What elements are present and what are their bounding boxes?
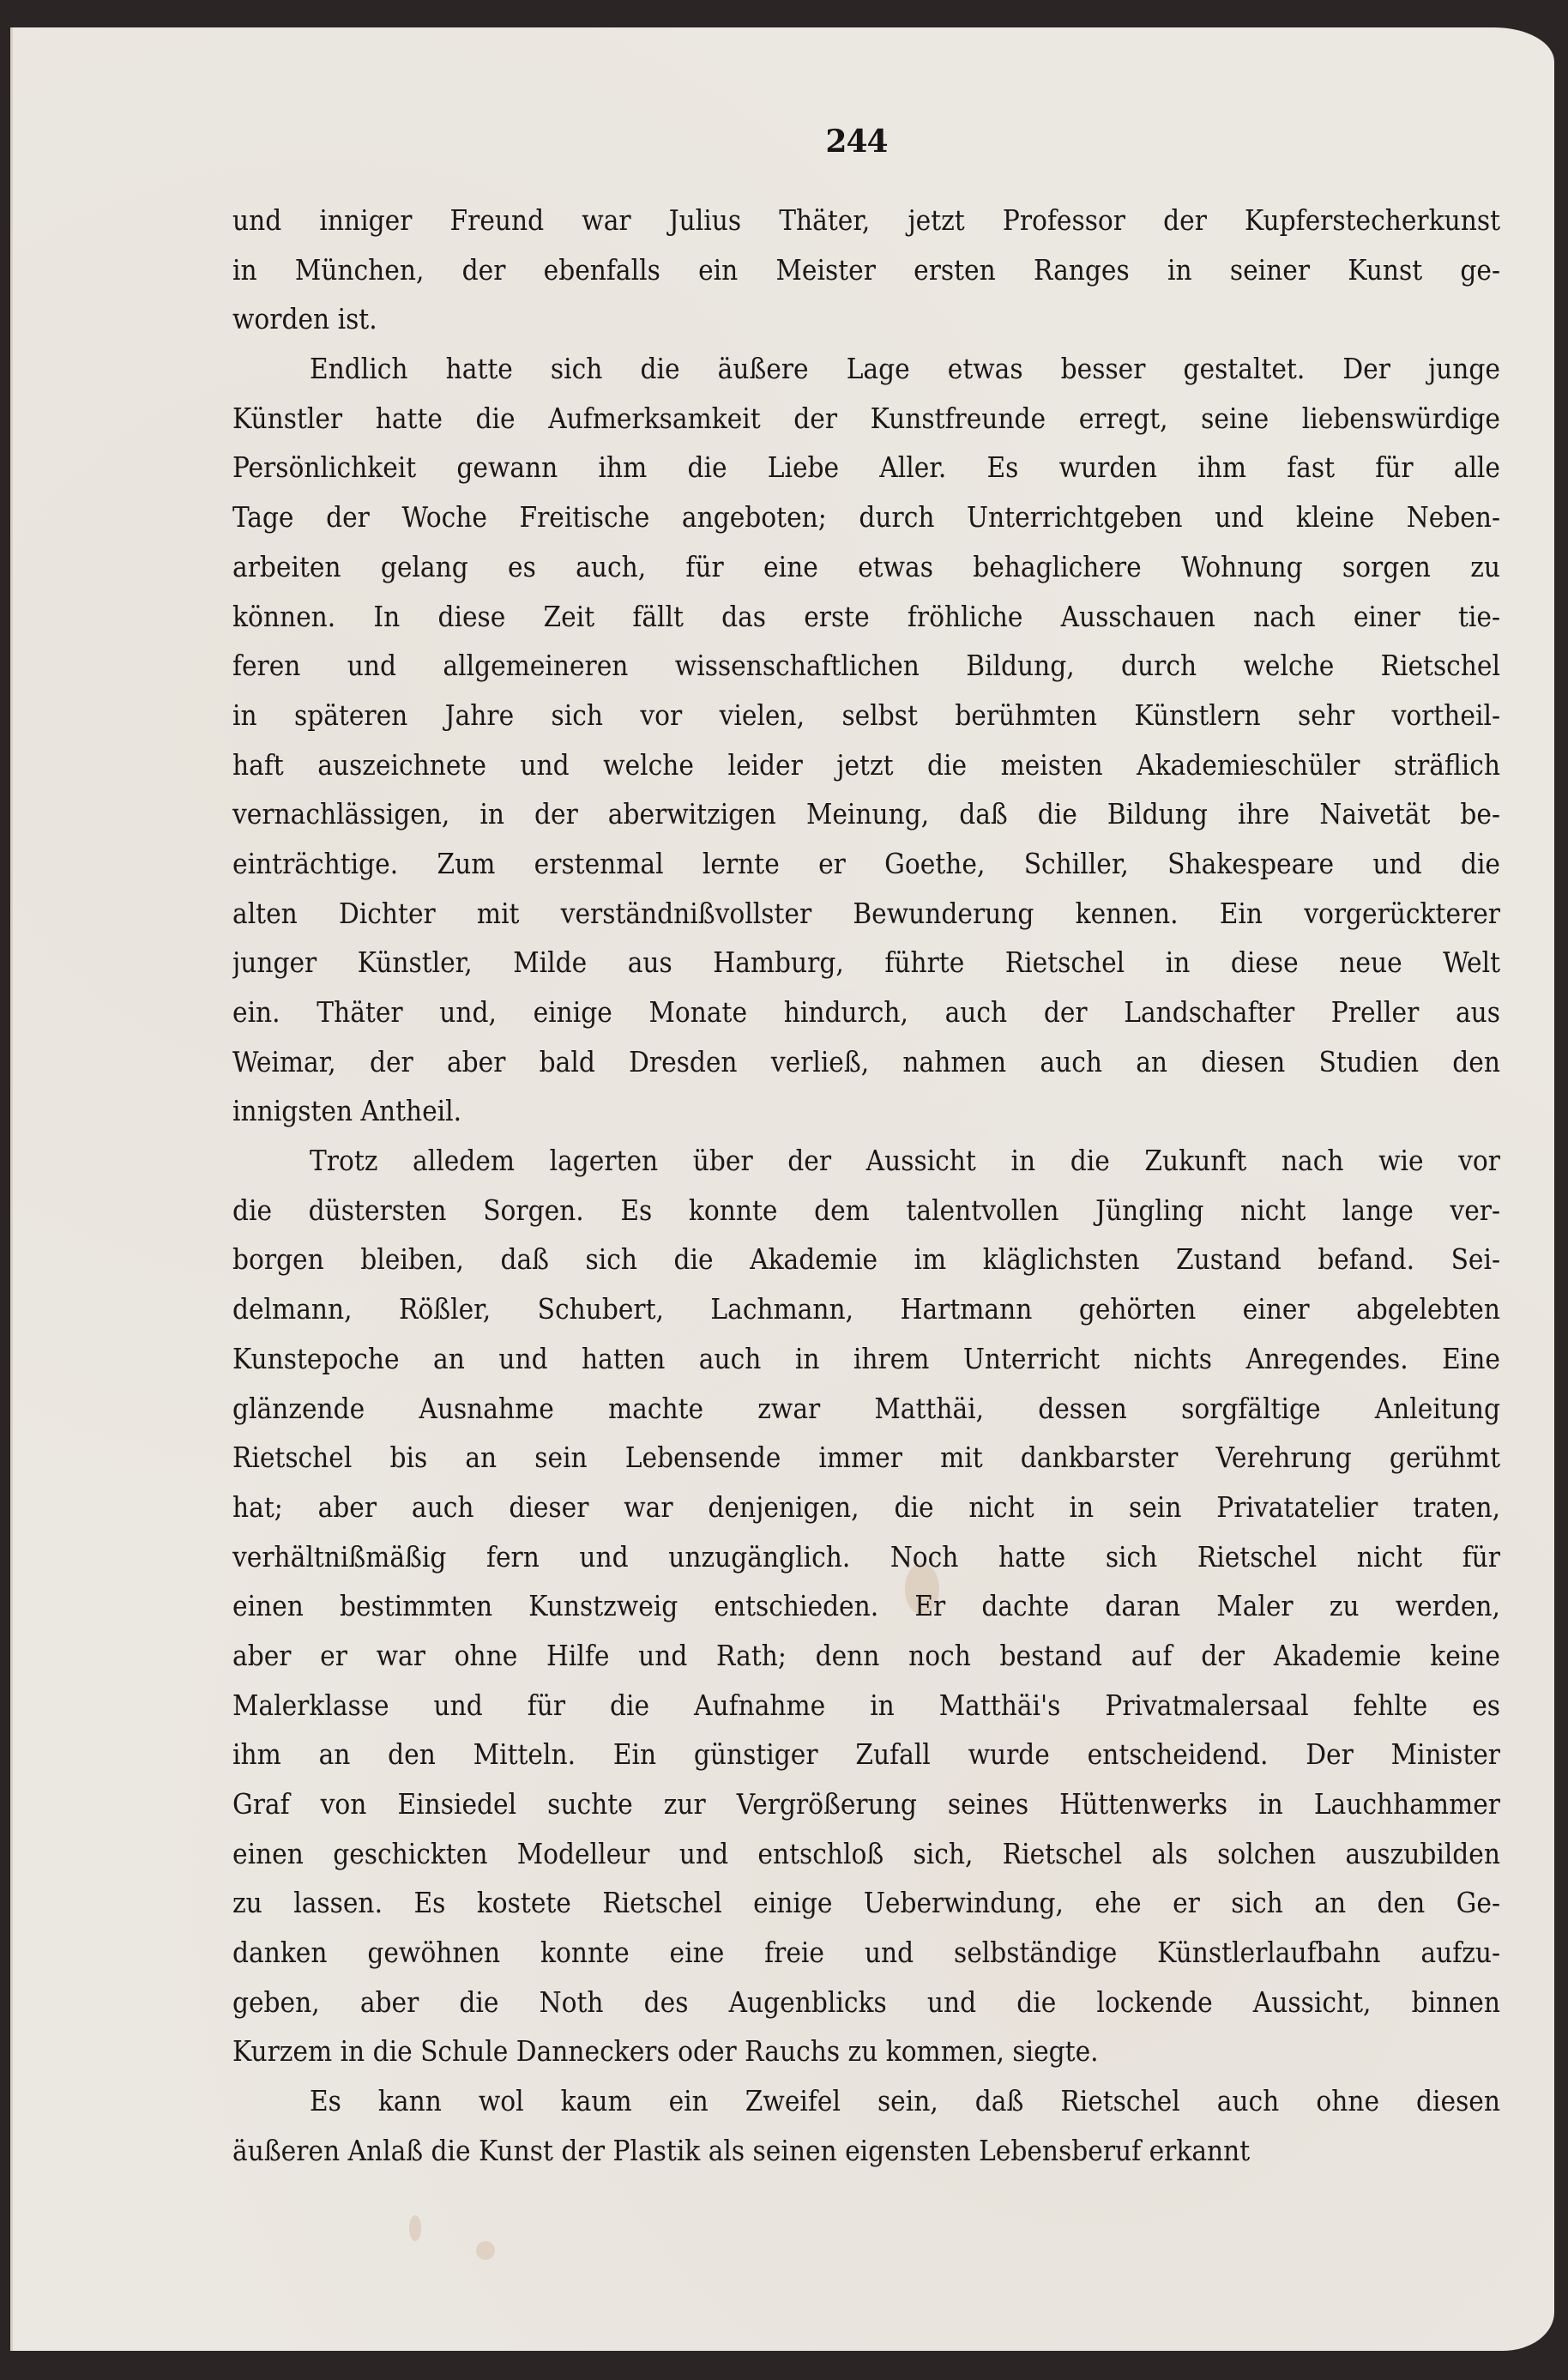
body-text xyxy=(232,196,1500,2176)
text-line: Es kann wol kaum ein Zweifel sein, daß Rietschel auch ohne diesen xyxy=(310,2084,1500,2118)
text-line: borgen bleiben, daß sich die Akademie im kläglichsten Zustand befand. Sei- xyxy=(232,1242,1500,1277)
text-line: glänzende Ausnahme machte zwar Matthäi, dessen sorgfältige Anleitung xyxy=(232,1391,1500,1425)
text-line: danken gewöhnen konnte eine freie und selbständige Künstlerlaufbahn aufzu- xyxy=(232,1936,1500,1970)
paragraph xyxy=(232,196,1500,344)
text-line: geben, aber die Noth des Augenblicks und die lockende Aussicht, binnen xyxy=(232,1984,1500,2019)
text-line: in München, der ebenfalls ein Meister ersten Ranges in seiner Kunst ge- xyxy=(232,252,1500,287)
text-line: Malerklasse und für die Aufnahme in Matthäi's Privatmalersaal fehlte es xyxy=(232,1688,1500,1722)
text-line: Rietschel bis an sein Lebensende immer mit dankbarster Verehrung gerühmt xyxy=(232,1441,1500,1475)
text-line: verhältnißmäßig fern und unzugänglich. Noch hatte sich Rietschel nicht für xyxy=(232,1539,1500,1574)
paragraph xyxy=(232,1136,1500,2076)
book-page xyxy=(10,27,1554,2351)
paragraph xyxy=(232,2076,1500,2175)
text-line: einen bestimmten Kunstzweig entschieden. Er dachte daran Maler zu werden, xyxy=(232,1589,1500,1623)
paper-stain xyxy=(409,2215,421,2241)
text-line: hat; aber auch dieser war denjenigen, die nicht in sein Privatatelier traten, xyxy=(232,1489,1500,1524)
text-line: zu lassen. Es kostete Rietschel einige Ueberwindung, ehe er sich an den Ge- xyxy=(232,1886,1500,1920)
text-line: einen geschickten Modelleur und entschloß sich, Rietschel als solchen auszubilden xyxy=(232,1836,1500,1870)
text-line: innigsten Antheil. xyxy=(232,1094,462,1128)
paper-stain xyxy=(476,2241,495,2260)
text-line: delmann, Rößler, Schubert, Lachmann, Hartmann gehörten einer abgelebten xyxy=(232,1292,1500,1326)
text-line: Künstler hatte die Aufmerksamkeit der Kunstfreunde erregt, seine liebenswürdige xyxy=(232,401,1500,435)
text-line: Persönlichkeit gewann ihm die Liebe Aller. Es wurden ihm fast für alle xyxy=(232,450,1500,485)
text-line: feren und allgemeineren wissenschaftlichen Bildung, durch welche Rietschel xyxy=(232,649,1500,683)
text-line: Tage der Woche Freitische angeboten; durch Unterrichtgeben und kleine Neben- xyxy=(232,500,1500,535)
text-line: Endlich hatte sich die äußere Lage etwas besser gestaltet. Der junge xyxy=(310,352,1500,386)
text-line: alten Dichter mit verständnißvollster Bewunderung kennen. Ein vorgerückterer xyxy=(232,896,1500,930)
paragraph xyxy=(232,344,1500,1136)
text-line: die düstersten Sorgen. Es konnte dem talentvollen Jüngling nicht lange ver- xyxy=(232,1193,1500,1227)
text-line: Weimar, der aber bald Dresden verließ, nahmen auch an diesen Studien den xyxy=(232,1044,1500,1078)
text-line: haft auszeichnete und welche leider jetzt die meisten Akademieschüler sträflich xyxy=(232,747,1500,782)
text-line: Graf von Einsiedel suchte zur Vergrößerung seines Hüttenwerks in Lauchhammer xyxy=(232,1787,1500,1821)
text-line: äußeren Anlaß die Kunst der Plastik als seinen eigensten Lebensberuf erkannt xyxy=(232,2133,1251,2167)
text-line: Trotz alledem lagerten über der Aussicht in die Zukunft nach wie vor xyxy=(310,1144,1500,1178)
text-line: ein. Thäter und, einige Monate hindurch, auch der Landschafter Preller aus xyxy=(232,995,1500,1029)
text-line: und inniger Freund war Julius Thäter, jetzt Professor der Kupferstecherkunst xyxy=(232,203,1500,237)
text-line: Kunstepoche an und hatten auch in ihrem Unterricht nichts Anregendes. Eine xyxy=(232,1341,1500,1375)
page-number: 244 xyxy=(825,124,888,160)
text-line: arbeiten gelang es auch, für eine etwas behaglichere Wohnung sorgen zu xyxy=(232,549,1500,583)
text-line: ihm an den Mitteln. Ein günstiger Zufall wurde entscheidend. Der Minister xyxy=(232,1737,1500,1772)
text-line: einträchtige. Zum erstenmal lernte er Goethe, Schiller, Shakespeare und die xyxy=(232,846,1500,880)
text-line: vernachlässigen, in der aberwitzigen Meinung, daß die Bildung ihre Naivetät be- xyxy=(232,797,1500,831)
text-line: junger Künstler, Milde aus Hamburg, führte Rietschel in diese neue Welt xyxy=(232,945,1500,980)
text-line: Kurzem in die Schule Danneckers oder Rauchs zu kommen, siegte. xyxy=(232,2034,1099,2069)
text-line: können. In diese Zeit fällt das erste fröhliche Ausschauen nach einer tie- xyxy=(232,599,1500,633)
text-line: worden ist. xyxy=(232,302,377,336)
text-line: aber er war ohne Hilfe und Rath; denn noch bestand auf der Akademie keine xyxy=(232,1638,1500,1672)
text-line: in späteren Jahre sich vor vielen, selbst berühmten Künstlern sehr vortheil- xyxy=(232,698,1500,732)
